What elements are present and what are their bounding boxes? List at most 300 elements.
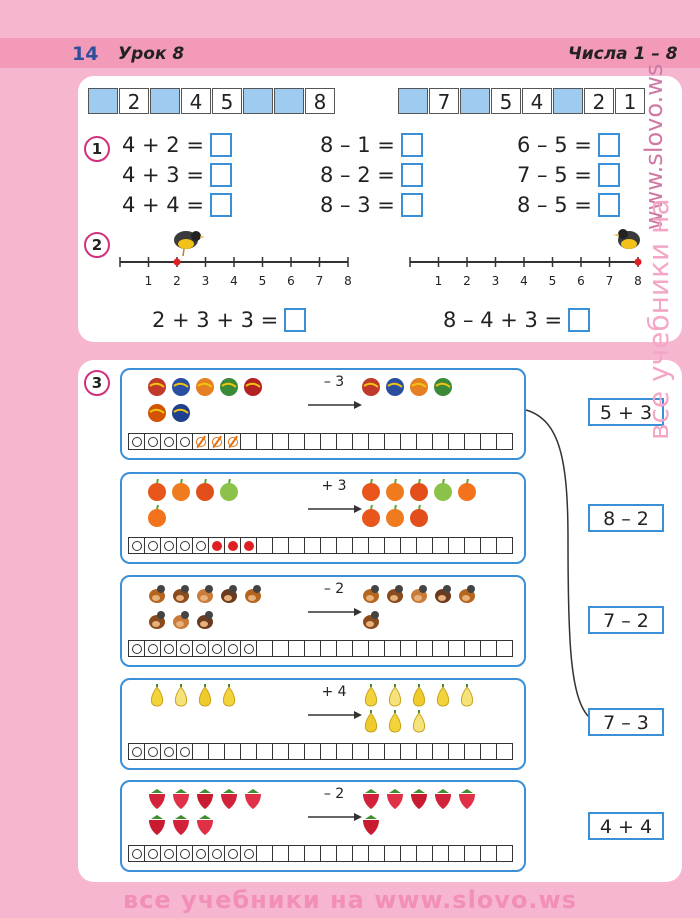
grid-cell[interactable] [368, 743, 385, 760]
sequence-cell: 5 [491, 88, 521, 114]
apples-icon [360, 504, 382, 528]
grid-cell[interactable] [224, 845, 241, 862]
tick-label: 1 [434, 274, 443, 288]
onions-icon [384, 710, 406, 734]
grid-cell[interactable] [160, 845, 177, 862]
strawberries-icon [194, 786, 216, 810]
grid-cell[interactable] [336, 640, 353, 657]
grid-cell[interactable] [384, 433, 401, 450]
apples-icon [432, 478, 454, 502]
balls-icon [408, 374, 430, 398]
grid-cell[interactable] [464, 433, 481, 450]
grid-cell[interactable] [336, 537, 353, 554]
grid-cell[interactable] [256, 845, 273, 862]
grid-cell[interactable] [304, 537, 321, 554]
birds-icon [360, 607, 382, 631]
number-line-left-labels [112, 274, 357, 290]
grid-cell[interactable] [272, 845, 289, 862]
grid-cell[interactable] [256, 640, 273, 657]
expression-box[interactable]: 8 – 2 [588, 504, 664, 532]
grid-cell[interactable] [304, 640, 321, 657]
counter-crossed [212, 437, 222, 447]
counter-circle [212, 849, 222, 859]
strawberries-icon [360, 812, 382, 836]
onions-icon [146, 684, 168, 708]
grid-cell[interactable] [288, 743, 305, 760]
balls-icon [384, 374, 406, 398]
grid-cell[interactable] [240, 537, 257, 554]
grid-cell[interactable] [368, 433, 385, 450]
expression-box[interactable]: 7 – 2 [588, 606, 664, 634]
birds-icon [170, 607, 192, 631]
grid-cell[interactable] [448, 743, 465, 760]
sequence-cell[interactable] [398, 88, 428, 114]
operation-label: – 3 [323, 374, 345, 390]
counter-red [212, 541, 222, 551]
grid-cell[interactable] [432, 743, 449, 760]
grid-cell[interactable] [224, 640, 241, 657]
grid-cell[interactable] [256, 743, 273, 760]
grid-cell[interactable] [352, 537, 369, 554]
task-2-number: 2 [84, 232, 110, 258]
apples-icon [218, 478, 240, 502]
apples-group [360, 478, 492, 528]
side-watermark: все учебники на [642, 198, 675, 440]
equation-text: 8 – 2 = [320, 163, 395, 187]
grid-cell[interactable] [448, 640, 465, 657]
strawberries-icon [360, 786, 382, 810]
number-line-marker [174, 259, 181, 266]
grid-cell[interactable] [400, 433, 417, 450]
grid-cell[interactable] [288, 537, 305, 554]
onions-icon [194, 684, 216, 708]
arrow-icon [306, 601, 362, 620]
grid-cell[interactable] [160, 433, 177, 450]
tick-label: 8 [634, 274, 642, 288]
counter-circle [148, 747, 158, 757]
birds-icon [432, 581, 454, 605]
grid-cell[interactable] [416, 537, 433, 554]
counter-circle [164, 747, 174, 757]
onions-icon [384, 684, 406, 708]
sequence-cell[interactable] [553, 88, 583, 114]
grid-cell[interactable] [272, 537, 289, 554]
tick-label: 2 [463, 274, 471, 288]
equation-text: 4 + 4 = [122, 193, 204, 217]
equation-text: 8 – 3 = [320, 193, 395, 217]
strawberries-icon [146, 812, 168, 836]
strawberries-group [360, 786, 492, 836]
grid-cell[interactable] [336, 743, 353, 760]
equation-row [320, 160, 423, 190]
arrow-icon [306, 806, 362, 825]
page-number: 14 [72, 43, 99, 65]
equation-text: 6 – 5 = [517, 133, 592, 157]
lesson-title: Урок 8 [118, 44, 185, 64]
grid-cell[interactable] [464, 743, 481, 760]
answer-box[interactable] [401, 193, 423, 217]
grid-cell[interactable] [384, 743, 401, 760]
grid-cell[interactable] [128, 845, 145, 862]
grid-cell[interactable] [400, 640, 417, 657]
birds-icon [408, 581, 430, 605]
grid-cell[interactable] [464, 640, 481, 657]
grid-cell[interactable] [208, 743, 225, 760]
counter-circle [164, 644, 174, 654]
sequence-cell[interactable] [150, 88, 180, 114]
apples-icon [194, 478, 216, 502]
grid-cell[interactable] [224, 743, 241, 760]
apples-icon [384, 478, 406, 502]
task-1-number: 1 [84, 136, 110, 162]
balls-group [146, 374, 278, 424]
apples-icon [408, 504, 430, 528]
counter-red [244, 541, 254, 551]
counter-circle [180, 437, 190, 447]
birds-icon [242, 581, 264, 605]
grid-cell[interactable] [400, 537, 417, 554]
task-1-column-2 [320, 130, 423, 220]
tick-label: 6 [287, 274, 295, 288]
strawberries-icon [384, 786, 406, 810]
grid-cell[interactable] [336, 433, 353, 450]
grid-cell[interactable] [240, 743, 257, 760]
sequence-cell: 2 [119, 88, 149, 114]
strawberries-group [146, 786, 278, 836]
grid-cell[interactable] [256, 537, 273, 554]
answer-box[interactable] [598, 133, 620, 157]
apples-icon [360, 478, 382, 502]
grid-cell[interactable] [320, 433, 337, 450]
grid-cell[interactable] [192, 640, 209, 657]
tick-label: 7 [605, 274, 614, 288]
grid-cell[interactable] [480, 845, 497, 862]
grid-cell[interactable] [144, 537, 161, 554]
grid-cell[interactable] [384, 640, 401, 657]
grid-cell[interactable] [496, 743, 513, 760]
number-line-right [402, 222, 647, 272]
counting-grid [129, 743, 513, 760]
grid-cell[interactable] [128, 743, 145, 760]
counting-grid [129, 537, 513, 554]
arrow-icon [306, 498, 362, 517]
connector-line [520, 400, 600, 730]
grid-cell[interactable] [192, 845, 209, 862]
bird-icon [613, 229, 640, 249]
equation-text: 4 + 2 = [122, 133, 204, 157]
number-line-left [112, 222, 357, 272]
tick-label: 7 [315, 274, 324, 288]
tick-label: 4 [230, 274, 238, 288]
grid-cell[interactable] [384, 537, 401, 554]
operation-label: – 2 [323, 581, 345, 597]
grid-cell[interactable] [208, 433, 225, 450]
answer-box[interactable] [598, 193, 620, 217]
answer-box[interactable] [284, 308, 306, 332]
grid-cell[interactable] [240, 433, 257, 450]
grid-cell[interactable] [464, 537, 481, 554]
grid-cell[interactable] [480, 537, 497, 554]
grid-cell[interactable] [192, 743, 209, 760]
grid-cell[interactable] [320, 640, 337, 657]
grid-cell[interactable] [416, 640, 433, 657]
birds-icon [146, 607, 168, 631]
grid-cell[interactable] [352, 743, 369, 760]
counter-circle [148, 437, 158, 447]
grid-cell[interactable] [336, 845, 353, 862]
apples-icon [384, 504, 406, 528]
equation-row [517, 160, 620, 190]
equation-text: 8 – 5 = [517, 193, 592, 217]
grid-cell[interactable] [304, 743, 321, 760]
grid-cell[interactable] [480, 433, 497, 450]
apples-icon [146, 478, 168, 502]
balls-icon [194, 374, 216, 398]
grid-cell[interactable] [320, 845, 337, 862]
tick-label: 6 [577, 274, 585, 288]
grid-cell[interactable] [160, 640, 177, 657]
answer-box[interactable] [568, 308, 590, 332]
grid-cell[interactable] [192, 433, 209, 450]
counter-circle [164, 541, 174, 551]
answer-box[interactable] [210, 193, 232, 217]
grid-cell[interactable] [144, 743, 161, 760]
grid-cell[interactable] [320, 537, 337, 554]
task-1-column-1 [122, 130, 232, 220]
sequence-cell: 1 [615, 88, 645, 114]
birds-icon [384, 581, 406, 605]
balls-group [360, 374, 470, 398]
operation-label: + 3 [321, 478, 347, 494]
grid-cell[interactable] [400, 845, 417, 862]
equation-row [122, 190, 232, 220]
grid-cell[interactable] [208, 845, 225, 862]
counter-circle [148, 541, 158, 551]
grid-cell[interactable] [368, 845, 385, 862]
birds-icon [360, 581, 382, 605]
grid-cell[interactable] [176, 640, 193, 657]
equation-row [122, 130, 232, 160]
apples-icon [456, 478, 478, 502]
bottom-watermark: все учебники на www.slovo.ws [123, 886, 577, 914]
counter-circle [148, 644, 158, 654]
grid-cell[interactable] [160, 743, 177, 760]
grid-cell[interactable] [448, 537, 465, 554]
grid-cell[interactable] [480, 743, 497, 760]
answer-box[interactable] [210, 133, 232, 157]
counter-circle [196, 541, 206, 551]
answer-box[interactable] [401, 133, 423, 157]
grid-cell[interactable] [176, 537, 193, 554]
task-2-right-equation [443, 305, 590, 335]
grid-cell[interactable] [192, 537, 209, 554]
grid-cell[interactable] [496, 640, 513, 657]
expression-box[interactable]: 5 + 3 [588, 398, 664, 426]
expression-box[interactable]: 7 – 3 [588, 708, 664, 736]
tick-label: 3 [491, 274, 500, 288]
grid-cell[interactable] [240, 640, 257, 657]
grid-cell[interactable] [496, 433, 513, 450]
grid-cell[interactable] [224, 537, 241, 554]
strawberries-icon [408, 786, 430, 810]
grid-cell[interactable] [400, 743, 417, 760]
grid-cell[interactable] [288, 640, 305, 657]
tick-label: 4 [520, 274, 528, 288]
sequence-cell: 2 [584, 88, 614, 114]
grid-cell[interactable] [432, 845, 449, 862]
counter-circle [228, 644, 238, 654]
onions-icon [456, 684, 478, 708]
grid-cell[interactable] [176, 743, 193, 760]
grid-cell[interactable] [224, 433, 241, 450]
equation-text: 2 + 3 + 3 = [152, 308, 279, 332]
operation-label: – 2 [323, 786, 345, 802]
sequence-cell[interactable] [243, 88, 273, 114]
counter-circle [244, 849, 254, 859]
strawberries-icon [218, 786, 240, 810]
grid-cell[interactable] [288, 845, 305, 862]
equation-text: 7 – 5 = [517, 163, 592, 187]
counter-circle [212, 644, 222, 654]
grid-cell[interactable] [176, 433, 193, 450]
number-line-marker [635, 259, 642, 266]
grid-cell[interactable] [432, 537, 449, 554]
grid-cell[interactable] [144, 433, 161, 450]
grid-cell[interactable] [416, 743, 433, 760]
birds-icon [194, 607, 216, 631]
grid-cell[interactable] [272, 743, 289, 760]
tick-label: 1 [144, 274, 153, 288]
side-watermark-url: www.slovo.ws [640, 63, 668, 230]
answer-box[interactable] [210, 163, 232, 187]
equation-row [320, 190, 423, 220]
onions-icon [360, 710, 382, 734]
tick-label: 8 [344, 274, 352, 288]
number-line-right-labels [402, 274, 647, 290]
birds-icon [146, 581, 168, 605]
grid-cell[interactable] [288, 433, 305, 450]
grid-cell[interactable] [144, 640, 161, 657]
sequence-cell: 5 [212, 88, 242, 114]
counter-circle [148, 849, 158, 859]
grid-cell[interactable] [496, 537, 513, 554]
strawberries-icon [170, 786, 192, 810]
counter-circle [228, 849, 238, 859]
grid-cell[interactable] [368, 537, 385, 554]
expression-box[interactable]: 4 + 4 [588, 812, 664, 840]
grid-cell[interactable] [448, 845, 465, 862]
number-sequence-2 [398, 88, 645, 114]
counter-crossed [228, 437, 238, 447]
grid-cell[interactable] [432, 433, 449, 450]
birds-icon [456, 581, 478, 605]
grid-cell[interactable] [304, 845, 321, 862]
grid-cell[interactable] [320, 743, 337, 760]
grid-cell[interactable] [480, 640, 497, 657]
onions-icon [360, 684, 382, 708]
arrow-icon [306, 394, 362, 413]
counting-grid [129, 640, 513, 657]
apples-icon [408, 478, 430, 502]
birds-icon [170, 581, 192, 605]
grid-cell[interactable] [128, 433, 145, 450]
birds-group [360, 581, 492, 631]
sequence-cell[interactable] [88, 88, 118, 114]
task-2-left-equation [152, 305, 306, 335]
grid-cell[interactable] [432, 640, 449, 657]
grid-cell[interactable] [272, 640, 289, 657]
grid-cell[interactable] [256, 433, 273, 450]
grid-cell[interactable] [352, 433, 369, 450]
grid-cell[interactable] [128, 640, 145, 657]
balls-icon [170, 400, 192, 424]
strawberries-icon [146, 786, 168, 810]
equation-row [122, 160, 232, 190]
balls-icon [242, 374, 264, 398]
grid-cell[interactable] [128, 537, 145, 554]
grid-cell[interactable] [272, 433, 289, 450]
birds-icon [218, 581, 240, 605]
sequence-cell[interactable] [460, 88, 490, 114]
equation-row [320, 130, 423, 160]
task-3-number: 3 [84, 370, 110, 396]
grid-cell[interactable] [304, 433, 321, 450]
counter-circle [132, 541, 142, 551]
strawberries-icon [456, 786, 478, 810]
grid-cell[interactable] [208, 640, 225, 657]
counter-circle [132, 849, 142, 859]
onions-icon [170, 684, 192, 708]
grid-cell[interactable] [384, 845, 401, 862]
grid-cell[interactable] [416, 433, 433, 450]
strawberries-icon [242, 786, 264, 810]
counter-circle [132, 747, 142, 757]
counter-circle [132, 644, 142, 654]
task-1-column-3 [517, 130, 620, 220]
balls-icon [146, 400, 168, 424]
tick-label: 5 [548, 274, 557, 288]
grid-cell[interactable] [448, 433, 465, 450]
grid-cell[interactable] [240, 845, 257, 862]
answer-box[interactable] [401, 163, 423, 187]
tick-label: 3 [201, 274, 210, 288]
grid-cell[interactable] [208, 537, 225, 554]
balls-icon [432, 374, 454, 398]
answer-box[interactable] [598, 163, 620, 187]
balls-icon [360, 374, 382, 398]
equation-text: 8 – 4 + 3 = [443, 308, 563, 332]
grid-cell[interactable] [368, 640, 385, 657]
grid-cell[interactable] [496, 845, 513, 862]
grid-cell[interactable] [464, 845, 481, 862]
grid-cell[interactable] [160, 537, 177, 554]
balls-icon [218, 374, 240, 398]
counter-circle [164, 849, 174, 859]
grid-cell[interactable] [176, 845, 193, 862]
number-sequence-1 [88, 88, 335, 114]
onions-group [146, 684, 256, 708]
onions-icon [432, 684, 454, 708]
grid-cell[interactable] [144, 845, 161, 862]
grid-cell[interactable] [352, 640, 369, 657]
apples-icon [170, 478, 192, 502]
sequence-cell[interactable] [274, 88, 304, 114]
counter-circle [244, 644, 254, 654]
equation-row [517, 190, 620, 220]
grid-cell[interactable] [416, 845, 433, 862]
grid-cell[interactable] [352, 845, 369, 862]
onions-icon [218, 684, 240, 708]
